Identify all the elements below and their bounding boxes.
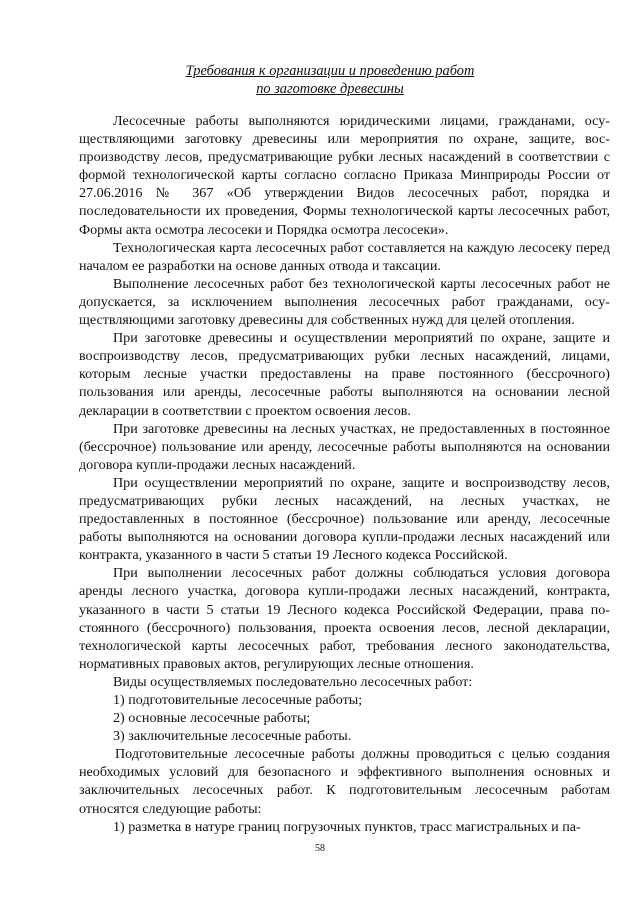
paragraph: Подготовительные лесосечные работы должны проводиться с целью создания необходимых условий для безопасного и эффективного выполнения основных и заключительных лесосечных работ. К подготовительным лесосечным работам относятся следующие работы:: [79, 746, 610, 817]
list-item: 1) подготовительные лесосечные работы;: [113, 692, 363, 708]
list-item: 1) разметка в натуре границ погрузочных пунктов, трасс магистральных и па-: [113, 818, 581, 835]
paragraph: Лесосечные работы выполняются юридическими лицами, гражданами, осуществляющими заготовку древесины или мероприятия по охране, защите, воспроизводству лесов, предусматривающие рубки лесных насаждений в соответствии с формой технологической карты согласно согласно Приказа Минприроды России от 27.06.2016 № 367 «Об утверждении Видов лесосечных работ, порядка и последовательности их проведения, Формы технологической карты лесосечных работ, Формы акта осмотра лесосеки и Порядка осмотра лесосеки».: [79, 113, 610, 238]
paragraph: При заготовке древесины на лесных участках, не предоставленных в постоянное (бессрочное) пользование или аренду, лесосечные работы выполняются на основании договора купли-продажи лесных насаждений.: [79, 420, 610, 473]
list-item: 2) основные лесосечные работы;: [113, 710, 311, 727]
page-number: 58: [315, 843, 325, 854]
body-text: [79, 112, 610, 836]
section-heading-line-1: Требования к организации и проведению работ: [185, 63, 475, 79]
paragraph: Выполнение лесосечных работ без технологической карты лесосечных работ не допускается, за исключением выполнения лесосечных работ гражданами, осуществляющими заготовку древесины для собственных нужд для целей отопления.: [79, 275, 610, 329]
paragraph: Технологическая карта лесосечных работ составляется на каждую лесосеку перед началом ее разработки на основе данных отвода и таксации.: [79, 239, 610, 274]
paragraph: При осуществлении мероприятий по охране, защите и воспроизводству лесов, предусматривающих рубки лесных насаждений, на лесных участках, не предоставленных в постоянное (бессрочное) пользование или аренду, лесосечные работы выполняются на основании договора купли-продажи лесных насаждений или контракта, указанного в части 5 статьи 19 Лесного кодекса Российской.: [79, 474, 610, 564]
paragraph: При выполнении лесосечных работ должны соблюдаться условия договора аренды лесного участка, договора купли-продажи лесных насаждений, контракта, указанного в части 5 статьи 19 Лесного кодекса Российской Федерации, права постоянного (бессрочного) пользования, проекта освоения лесов, лесной декларации, технологической карты лесосечных работ, требования лесного законодательства, нормативных правовых актов, регулирующих лесные отношения.: [79, 565, 610, 672]
section-heading-line-2: по заготовке древесины: [256, 81, 404, 97]
list-intro: Виды осуществляемых последовательно лесосечных работ:: [113, 673, 473, 690]
paragraph: При заготовке древесины и осуществлении мероприятий по охране, защите и воспроизводству лесов, предусматривающих рубки лесных насаждений, лицами, которым лесные участки предоставлены на праве постоянного (бессрочного) пользования или аренды, лесосечные работы выполняются на основании лесной декларации в соответствии с проектом освоения лесов.: [79, 330, 610, 419]
list-item: 3) заключительные лесосечные работы.: [113, 728, 352, 745]
